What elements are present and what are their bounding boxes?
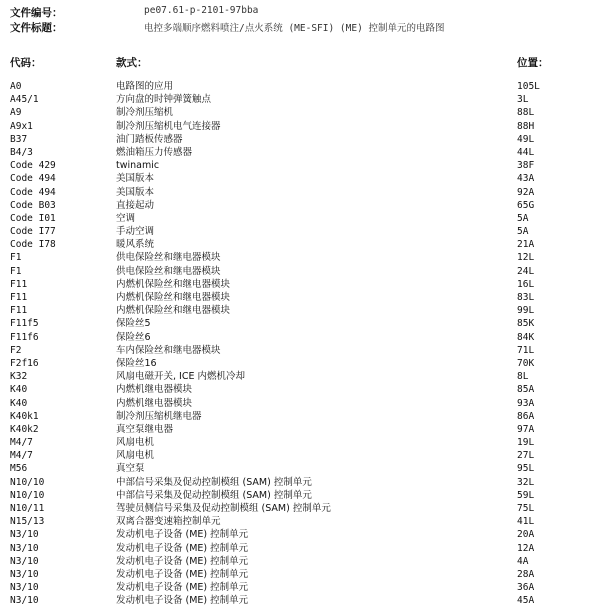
row-model: 内燃机保险丝和继电器模块 (116, 305, 231, 317)
table-row (0, 568, 602, 581)
row-position: 49L (517, 133, 535, 145)
row-position: 97A (517, 423, 535, 435)
table-row (0, 106, 602, 119)
row-model: 双离合器变速箱控制单元 (116, 516, 221, 528)
row-model: 空调 (116, 212, 136, 224)
row-position: 45A (517, 595, 535, 607)
row-position: 12L (517, 252, 535, 264)
column-header-model: 款式： (116, 57, 148, 69)
row-position: 16L (517, 278, 535, 290)
row-code: F2 (10, 344, 22, 356)
row-position: 28A (517, 568, 535, 580)
row-model: 制冷剂压缩机 (116, 107, 174, 119)
row-code: M56 (10, 463, 28, 475)
row-position: 4A (517, 555, 529, 567)
row-model: 内燃机继电器模块 (116, 384, 193, 396)
table-row (0, 476, 602, 489)
table-row (0, 436, 602, 449)
row-model: 直接起动 (116, 199, 155, 211)
row-code: N3/10 (10, 542, 39, 554)
doc-title-label: 文件标题： (10, 22, 63, 34)
table-row (0, 357, 602, 370)
table-row (0, 370, 602, 383)
row-model: 发动机电子设备 (ME) 控制单元 (116, 529, 249, 541)
row-position: 8L (517, 371, 529, 383)
row-position: 85K (517, 318, 535, 330)
table-row (0, 159, 602, 172)
row-model: 发动机电子设备 (ME) 控制单元 (116, 542, 249, 554)
table-row (0, 225, 602, 238)
component-table (0, 80, 602, 608)
row-code: K32 (10, 371, 28, 383)
table-row (0, 199, 602, 212)
row-position: 44L (517, 146, 535, 158)
row-position: 83L (517, 292, 535, 303)
row-model: 供电保险丝和继电器模块 (116, 252, 221, 264)
row-model: 供电保险丝和继电器模块 (116, 265, 221, 277)
table-row (0, 502, 602, 515)
row-position: 95L (517, 463, 535, 475)
row-position: 88L (517, 107, 535, 119)
row-code: N3/10 (10, 555, 39, 567)
table-row (0, 317, 602, 330)
row-model: 美国版本 (116, 186, 155, 198)
table-row (0, 278, 602, 291)
row-model: 发动机电子设备 (ME) 控制单元 (116, 568, 249, 580)
row-model: 内燃机保险丝和继电器模块 (116, 278, 231, 290)
row-code: Code I01 (10, 212, 56, 224)
doc-title-value: 电控多端顺序燃料喷注/点火系统 (ME-SFI) (ME) 控制单元的电路图 (144, 23, 445, 34)
doc-number-value: pe07.61-p-2101-97bba (144, 5, 259, 16)
row-position: 84K (517, 331, 535, 343)
row-model: 美国版本 (116, 173, 155, 185)
row-model: 内燃机继电器模块 (116, 397, 193, 409)
row-position: 75L (517, 503, 535, 514)
table-row (0, 133, 602, 146)
row-position: 70K (517, 357, 535, 369)
row-code: F11f5 (10, 318, 39, 330)
row-position: 99L (517, 305, 535, 317)
row-position: 86A (517, 410, 535, 422)
row-position: 43A (517, 173, 535, 185)
row-model: 保险丝5 (116, 318, 151, 330)
row-model: 电路图的应用 (116, 81, 174, 92)
row-model: twinamic (116, 160, 160, 172)
row-position: 20A (517, 529, 535, 541)
row-code: Code 429 (10, 160, 56, 172)
row-position: 12A (517, 542, 535, 554)
row-code: N15/13 (10, 516, 45, 528)
row-code: K40k1 (10, 410, 39, 422)
table-row (0, 462, 602, 475)
table-row (0, 80, 602, 93)
row-position: 19L (517, 437, 535, 449)
row-code: F2f16 (10, 357, 39, 369)
table-row (0, 146, 602, 159)
table-row (0, 528, 602, 541)
row-code: F11 (10, 292, 28, 303)
table-row (0, 120, 602, 133)
row-model: 制冷剂压缩机继电器 (116, 410, 202, 422)
row-position: 93A (517, 397, 535, 409)
row-code: A9x1 (10, 120, 33, 132)
row-code: K40k2 (10, 423, 39, 435)
row-code: K40 (10, 384, 28, 396)
row-model: 发动机电子设备 (ME) 控制单元 (116, 595, 249, 607)
row-position: 85A (517, 384, 535, 396)
table-row (0, 331, 602, 344)
row-position: 41L (517, 516, 535, 528)
row-model: 保险丝6 (116, 331, 151, 343)
row-code: M4/7 (10, 437, 33, 449)
row-model: 风扇电机 (116, 437, 155, 449)
row-position: 92A (517, 186, 535, 198)
table-row (0, 291, 602, 304)
row-position: 27L (517, 450, 535, 462)
table-row (0, 251, 602, 264)
table-row (0, 383, 602, 396)
row-model: 制冷剂压缩机电气连接器 (116, 120, 221, 132)
row-model: 发动机电子设备 (ME) 控制单元 (116, 582, 249, 594)
row-code: F11 (10, 278, 28, 290)
row-model: 风扇电机 (116, 450, 155, 462)
row-position: 24L (517, 265, 535, 277)
table-row (0, 542, 602, 555)
row-code: Code B03 (10, 199, 56, 211)
row-model: 保险丝16 (116, 357, 157, 369)
row-code: Code I77 (10, 226, 56, 238)
table-row (0, 489, 602, 502)
row-code: N10/11 (10, 503, 45, 514)
row-code: B37 (10, 133, 28, 145)
row-model: 手动空调 (116, 226, 155, 238)
table-row (0, 186, 602, 199)
table-row (0, 515, 602, 528)
row-code: Code I78 (10, 239, 56, 251)
row-position: 36A (517, 582, 535, 594)
row-position: 59L (517, 489, 535, 501)
row-position: 32L (517, 476, 535, 488)
row-code: Code 494 (10, 173, 56, 185)
row-model: 中部信号采集及促动控制模组 (SAM) 控制单元 (116, 489, 312, 501)
table-row (0, 265, 602, 278)
row-model: 暖风系统 (116, 239, 155, 251)
table-row (0, 212, 602, 225)
row-code: F1 (10, 252, 22, 264)
row-model: 方向盘的时钟弹簧触点 (116, 94, 212, 106)
row-code: K40 (10, 397, 28, 409)
table-row (0, 172, 602, 185)
row-code: N3/10 (10, 529, 39, 541)
row-position: 5A (517, 212, 529, 224)
row-model: 中部信号采集及促动控制模组 (SAM) 控制单元 (116, 476, 312, 488)
row-code: Code 494 (10, 186, 56, 198)
table-row (0, 581, 602, 594)
row-position: 3L (517, 94, 529, 106)
row-code: N3/10 (10, 582, 39, 594)
row-code: F11f6 (10, 331, 39, 343)
row-model: 内燃机保险丝和继电器模块 (116, 292, 231, 303)
row-code: A45/1 (10, 94, 39, 106)
row-code: B4/3 (10, 146, 33, 158)
row-position: 21A (517, 239, 535, 251)
row-position: 65G (517, 199, 535, 211)
doc-number-label: 文件编号： (10, 7, 63, 19)
column-header-code: 代码： (10, 57, 42, 69)
row-position: 71L (517, 344, 535, 356)
row-position: 88H (517, 120, 535, 132)
table-row (0, 238, 602, 251)
table-row (0, 93, 602, 106)
row-code: M4/7 (10, 450, 33, 462)
table-row (0, 410, 602, 423)
row-position: 38F (517, 160, 535, 172)
table-row (0, 397, 602, 410)
column-header-position: 位置： (517, 57, 549, 69)
row-model: 车内保险丝和继电器模块 (116, 344, 221, 356)
table-row (0, 304, 602, 317)
row-code: N10/10 (10, 476, 45, 488)
row-code: A0 (10, 81, 22, 92)
row-model: 发动机电子设备 (ME) 控制单元 (116, 555, 249, 567)
row-model: 燃油箱压力传感器 (116, 146, 193, 158)
table-row (0, 594, 602, 607)
row-code: N3/10 (10, 568, 39, 580)
row-code: N10/10 (10, 489, 45, 501)
row-code: F11 (10, 305, 28, 317)
table-row (0, 449, 602, 462)
row-model: 油门踏板传感器 (116, 133, 183, 145)
row-code: A9 (10, 107, 22, 119)
row-model: 驾驶员侧信号采集及促动控制模组 (SAM) 控制单元 (116, 503, 331, 514)
table-row (0, 555, 602, 568)
table-row (0, 344, 602, 357)
row-code: F1 (10, 265, 22, 277)
row-code: N3/10 (10, 595, 39, 607)
row-model: 风扇电磁开关, ICE 内燃机冷却 (116, 371, 245, 383)
row-position: 105L (517, 81, 540, 92)
row-model: 真空泵 (116, 463, 145, 475)
row-position: 5A (517, 226, 529, 238)
row-model: 真空泵继电器 (116, 423, 174, 435)
table-row (0, 423, 602, 436)
